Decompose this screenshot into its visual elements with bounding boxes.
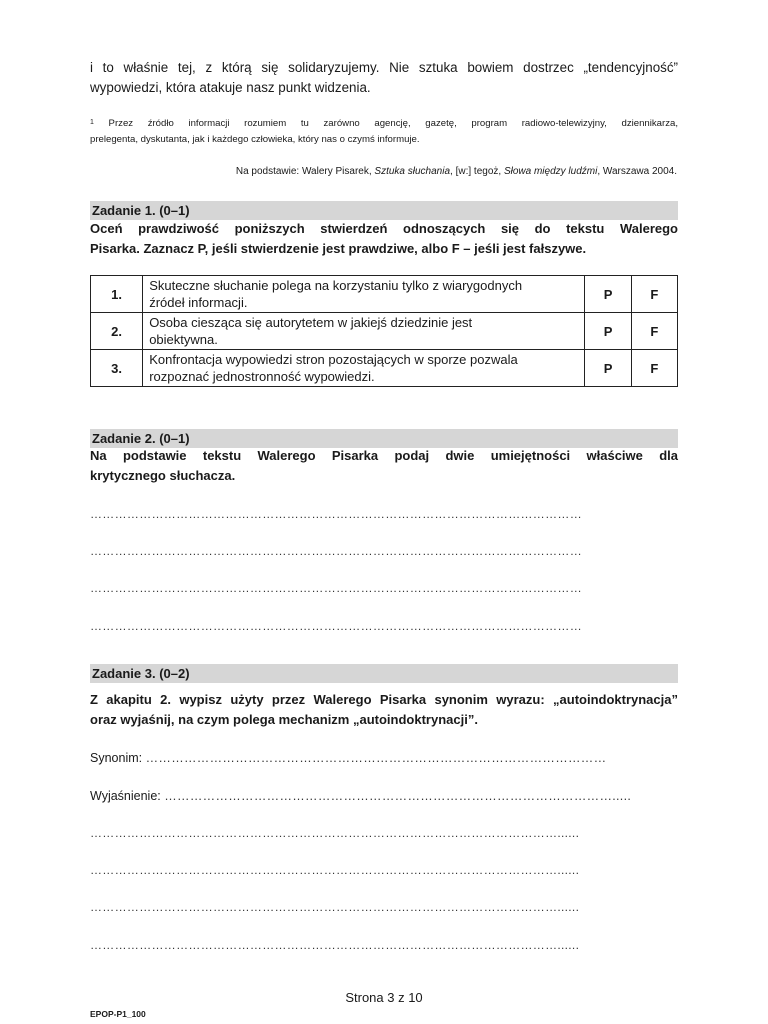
source-suffix: , Warszawa 2004. xyxy=(597,166,677,177)
synonym-label: Synonim: xyxy=(90,751,143,765)
task2-instruction xyxy=(90,446,678,486)
task2-answer-line[interactable]: ………………………………………………………………………………………………………… xyxy=(90,619,582,633)
source-middle: , [w:] tegoż, xyxy=(450,166,502,177)
statement-line: obiektywna. xyxy=(149,332,218,347)
task2-answer-line[interactable]: ………………………………………………………………………………………………………… xyxy=(90,544,582,558)
source-citation xyxy=(236,165,677,179)
task1-title: Zadanie 1. (0–1) xyxy=(92,203,190,218)
statement-text xyxy=(143,350,585,387)
source-title-2: Słowa między ludźmi xyxy=(503,166,598,177)
explanation-field[interactable] xyxy=(90,787,678,805)
intro-line: wypowiedzi, która atakuje nasz punkt widzenia. xyxy=(90,80,371,95)
table-row xyxy=(91,276,678,313)
footnote-marker: 1 xyxy=(90,119,94,126)
footnote xyxy=(90,116,678,148)
task2-instruction-line: krytycznego słuchacza. xyxy=(90,468,236,483)
task3-answer-line[interactable]: ……………………………………………………………………………………………………...... xyxy=(90,938,580,952)
task2-title: Zadanie 2. (0–1) xyxy=(92,431,190,446)
page-number: Strona 3 z 10 xyxy=(345,990,423,1005)
false-option[interactable]: F xyxy=(631,313,677,350)
statement-line: źródeł informacji. xyxy=(149,295,248,310)
statement-number: 1. xyxy=(91,276,143,313)
statement-line: Skuteczne słuchanie polega na korzystaniu tylko z wiarygodnych xyxy=(149,278,523,293)
true-option[interactable]: P xyxy=(585,350,631,387)
statement-line: rozpoznać jednostronność wypowiedzi. xyxy=(149,369,375,384)
intro-paragraph xyxy=(90,58,678,98)
synonym-field[interactable] xyxy=(90,749,678,767)
task3-answer-line[interactable]: ……………………………………………………………………………………………………...... xyxy=(90,826,580,840)
task1-instruction-line: Oceń prawdziwość poniższych stwierdzeń odnoszących się do tekstu Walerego xyxy=(90,221,678,236)
task2-instruction-line: Na podstawie tekstu Walerego Pisarka podaj dwie umiejętności właściwe dla xyxy=(90,448,678,463)
task1-instruction-line: Pisarka. Zaznacz P, jeśli stwierdzenie jest prawdziwe, albo F – jeśli jest fałszywe. xyxy=(90,241,587,256)
table-row xyxy=(91,313,678,350)
task2-answer-line[interactable]: ………………………………………………………………………………………………………… xyxy=(90,581,582,595)
false-option[interactable]: F xyxy=(631,276,677,313)
intro-line: i to właśnie tej, z którą się solidaryzujemy. Nie sztuka bowiem dostrzec „tendencyjność” xyxy=(90,60,678,75)
true-false-table xyxy=(90,275,678,387)
table-row xyxy=(91,350,678,387)
task3-instruction-line: oraz wyjaśnij, na czym polega mechanizm „autoindoktrynacji”. xyxy=(90,712,478,727)
task1-header-bar xyxy=(90,201,678,220)
task3-title: Zadanie 3. (0–2) xyxy=(92,666,190,681)
source-prefix: Na podstawie: Walery Pisarek, xyxy=(235,166,372,177)
synonym-answer-line[interactable]: ……………………………………………………………………………………………… xyxy=(145,751,607,765)
task1-instruction xyxy=(90,219,678,259)
task3-answer-line[interactable]: ……………………………………………………………………………………………………...... xyxy=(90,863,580,877)
footnote-line: Przez źródło informacji rozumiem tu zarówno agencję, gazetę, program radiowo-telewizyjny, dziennikarza, xyxy=(108,118,679,129)
statement-line: Konfrontacja wypowiedzi stron pozostających w sporze pozwala xyxy=(149,352,518,367)
statement-number: 2. xyxy=(91,313,143,350)
statement-text xyxy=(143,313,585,350)
task3-instruction-line: Z akapitu 2. wypisz użyty przez Walerego Pisarka synonim wyrazu: „autoindoktrynacja” xyxy=(90,692,678,707)
footnote-line: prelegenta, dyskutanta, jak i każdego człowieka, który nas o czymś informuje. xyxy=(90,134,420,145)
task3-header-bar xyxy=(90,664,678,683)
true-option[interactable]: P xyxy=(585,313,631,350)
source-title-1: Sztuka słuchania xyxy=(374,166,451,177)
task2-answer-line[interactable]: ………………………………………………………………………………………………………… xyxy=(90,507,582,521)
explanation-label: Wyjaśnienie: xyxy=(90,789,161,803)
statement-line: Osoba ciesząca się autorytetem w jakiejś dziedzinie jest xyxy=(149,315,473,330)
exam-code: EPOP-P1_100 xyxy=(90,1009,146,1019)
task3-instruction xyxy=(90,690,678,730)
explanation-answer-line[interactable]: ……………………………………………………………………………………………..... xyxy=(164,789,632,803)
task3-answer-line[interactable]: ……………………………………………………………………………………………………...... xyxy=(90,900,580,914)
statement-text xyxy=(143,276,585,313)
statement-number: 3. xyxy=(91,350,143,387)
false-option[interactable]: F xyxy=(631,350,677,387)
true-option[interactable]: P xyxy=(585,276,631,313)
